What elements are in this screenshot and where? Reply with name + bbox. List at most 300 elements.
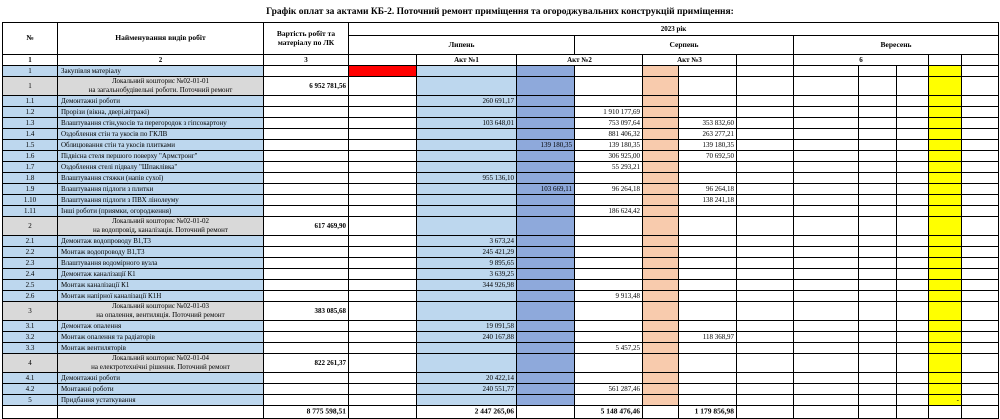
amount: 96 264,18 xyxy=(612,184,640,193)
work-name: Демонтажні роботи xyxy=(58,373,264,384)
pre-act1-cell xyxy=(349,184,417,195)
act3-value-cell xyxy=(679,217,737,236)
work-row xyxy=(3,173,999,184)
empty-cell xyxy=(794,217,859,236)
empty-cell xyxy=(859,302,897,321)
yellow-band-cell xyxy=(929,373,962,384)
cost-value-cell xyxy=(264,269,349,280)
blue-band-cell xyxy=(517,395,575,406)
pre-act1-cell xyxy=(349,140,417,151)
yellow-band-cell xyxy=(929,395,962,406)
blue-band-cell xyxy=(517,321,575,332)
empty-cell xyxy=(794,332,859,343)
work-name: Монтаж вентиляторів xyxy=(58,343,264,354)
pre-act1-cell xyxy=(349,247,417,258)
row-number: 3.3 xyxy=(3,343,58,354)
orange-band-cell xyxy=(643,151,679,162)
act3-header: Акт №3 xyxy=(643,55,737,66)
orange-band-cell xyxy=(643,206,679,217)
pre-act1-cell xyxy=(349,291,417,302)
orange-band-cell xyxy=(643,247,679,258)
amount: 9 895,65 xyxy=(489,258,514,267)
estimate-section-row xyxy=(3,217,999,236)
amount: 3 673,24 xyxy=(489,236,514,245)
empty-cell xyxy=(859,354,897,373)
orange-band-cell xyxy=(643,173,679,184)
orange-band-cell xyxy=(643,354,679,373)
empty-cell xyxy=(737,206,794,217)
amount: 70 692,50 xyxy=(706,151,734,160)
empty-cell xyxy=(794,173,859,184)
empty-cell xyxy=(737,77,794,96)
empty-cell xyxy=(897,66,929,77)
work-name: Демонтажні роботи xyxy=(58,96,264,107)
act3-value-cell xyxy=(679,321,737,332)
amount: 344 926,98 xyxy=(482,280,514,289)
act1-header: Акт №1 xyxy=(417,55,517,66)
row-number: 2 xyxy=(3,217,58,236)
empty-cell xyxy=(962,343,999,354)
row-number: 2.5 xyxy=(3,280,58,291)
empty-cell xyxy=(859,173,897,184)
act2-value-cell xyxy=(575,129,643,140)
pre-act1-cell xyxy=(349,195,417,206)
empty-cell xyxy=(897,291,929,302)
amount: 383 085,68 xyxy=(314,306,346,315)
empty-cell xyxy=(897,236,929,247)
empty-cell xyxy=(794,406,859,419)
yellow-band-cell xyxy=(929,173,962,184)
empty-cell xyxy=(962,162,999,173)
amount: - xyxy=(956,395,959,404)
empty-cell xyxy=(859,162,897,173)
empty-cell xyxy=(962,206,999,217)
total-cost: 8 775 598,51 xyxy=(306,406,346,416)
act1-value-cell xyxy=(417,247,517,258)
orange-band-cell xyxy=(643,217,679,236)
work-name: Локальний кошторис №02-01-03 на опалення, вентиляція. Поточний ремонт xyxy=(58,302,264,321)
act2-value-cell xyxy=(575,247,643,258)
empty-cell xyxy=(962,406,999,419)
empty-cell xyxy=(962,280,999,291)
work-name: Демонтаж опалення xyxy=(58,321,264,332)
col-header-num: № xyxy=(3,23,58,55)
amount: 186 624,42 xyxy=(608,206,640,215)
blue-band-cell xyxy=(517,151,575,162)
totals-row xyxy=(3,406,999,419)
col-header-cost: Вартість робіт та матеріалу по ЛК xyxy=(264,23,349,55)
work-name: Влаштування стяжки (напів сухої) xyxy=(58,173,264,184)
cost-value-cell xyxy=(264,217,349,236)
work-row xyxy=(3,343,999,354)
empty-cell xyxy=(962,395,999,406)
work-row xyxy=(3,373,999,384)
empty-cell xyxy=(897,217,929,236)
month-september: Вересень xyxy=(794,36,999,55)
work-row xyxy=(3,269,999,280)
work-name: Монтаж опалення та радіаторів xyxy=(58,332,264,343)
empty-cell xyxy=(897,373,929,384)
blue-band-cell xyxy=(517,184,575,195)
empty-cell xyxy=(794,77,859,96)
empty-cell xyxy=(794,162,859,173)
act2-value-cell xyxy=(575,184,643,195)
empty-cell xyxy=(962,77,999,96)
cost-value-cell xyxy=(264,258,349,269)
empty-cell xyxy=(794,302,859,321)
work-row xyxy=(3,129,999,140)
row-number: 1.7 xyxy=(3,162,58,173)
row-number: 4.2 xyxy=(3,384,58,395)
act3-value-cell xyxy=(679,258,737,269)
work-name: Придбання устаткування xyxy=(58,395,264,406)
pre-act1-cell xyxy=(349,373,417,384)
empty-cell xyxy=(859,66,897,77)
row-number: 1.11 xyxy=(3,206,58,217)
month-july: Липень xyxy=(349,36,575,55)
empty-cell xyxy=(962,373,999,384)
empty-cell xyxy=(859,107,897,118)
orange-band-cell xyxy=(643,184,679,195)
amount: 138 241,18 xyxy=(702,195,734,204)
act2-value-cell xyxy=(575,343,643,354)
row-number: 4.1 xyxy=(3,373,58,384)
yellow-band-cell xyxy=(929,162,962,173)
empty-cell xyxy=(962,332,999,343)
amount: 753 097,64 xyxy=(608,118,640,127)
empty-cell xyxy=(794,247,859,258)
amount: 20 422,14 xyxy=(486,373,514,382)
empty-cell xyxy=(859,184,897,195)
sheet-title: Графік оплат за актами КБ-2. Поточний ремонт приміщення та огороджувальних конструкцій приміщення: xyxy=(266,7,734,17)
work-row xyxy=(3,107,999,118)
blue-band-cell xyxy=(517,107,575,118)
orange-band-cell xyxy=(643,373,679,384)
empty-cell xyxy=(794,96,859,107)
estimate-section-row xyxy=(3,302,999,321)
work-name: Влаштування підлоги з плитки xyxy=(58,184,264,195)
yellow-band-cell xyxy=(929,151,962,162)
act2-header: Акт №2 xyxy=(517,55,643,66)
orange-band-cell xyxy=(643,395,679,406)
act2-value-cell xyxy=(575,395,643,406)
act2-value-cell xyxy=(575,384,643,395)
yellow-band-cell xyxy=(929,332,962,343)
empty-cell xyxy=(643,406,679,419)
row-number: 1.9 xyxy=(3,184,58,195)
act3-value-cell xyxy=(679,77,737,96)
amount: 139 180,35 xyxy=(540,140,572,149)
act1-value-cell xyxy=(417,184,517,195)
act3-value-cell xyxy=(679,395,737,406)
amount: 306 925,00 xyxy=(608,151,640,160)
act2-value-cell xyxy=(575,118,643,129)
cost-value-cell xyxy=(264,384,349,395)
amount: 5 457,25 xyxy=(615,343,640,352)
work-row xyxy=(3,184,999,195)
act3-value-cell xyxy=(679,151,737,162)
amount: 103 669,11 xyxy=(540,184,572,193)
cost-value-cell xyxy=(264,140,349,151)
empty-cell xyxy=(737,129,794,140)
orange-band-cell xyxy=(643,140,679,151)
empty-cell xyxy=(859,291,897,302)
empty-cell xyxy=(859,247,897,258)
blue-band-cell xyxy=(517,280,575,291)
act1-value-cell xyxy=(417,140,517,151)
blue-band-cell xyxy=(517,129,575,140)
empty-cell xyxy=(962,118,999,129)
empty-cell xyxy=(737,184,794,195)
amount: 822 261,37 xyxy=(314,358,346,367)
act2-value-cell xyxy=(575,195,643,206)
cost-value-cell xyxy=(264,206,349,217)
act1-value-cell xyxy=(417,236,517,247)
work-row xyxy=(3,291,999,302)
row-number: 1.8 xyxy=(3,173,58,184)
empty-cell xyxy=(897,406,929,419)
work-row xyxy=(3,280,999,291)
work-row xyxy=(3,384,999,395)
col-header-name: Найменування видів робіт xyxy=(58,23,264,55)
act2-value-cell xyxy=(575,236,643,247)
act1-value-cell xyxy=(417,384,517,395)
empty-cell xyxy=(962,173,999,184)
work-name: Підвісна стеля першого поверху "Армстронг" xyxy=(58,151,264,162)
payment-schedule-table xyxy=(2,22,999,419)
act1-value-cell xyxy=(417,258,517,269)
empty-header xyxy=(737,55,794,66)
empty-cell xyxy=(897,258,929,269)
empty-cell xyxy=(962,217,999,236)
empty-cell xyxy=(794,321,859,332)
blue-band-cell xyxy=(517,162,575,173)
empty-cell xyxy=(897,280,929,291)
empty-cell xyxy=(897,77,929,96)
empty-cell xyxy=(859,395,897,406)
act2-value-cell xyxy=(575,66,643,77)
amount: 245 421,29 xyxy=(482,247,514,256)
empty-cell xyxy=(897,247,929,258)
empty-cell xyxy=(962,66,999,77)
pre-act1-cell xyxy=(349,269,417,280)
row-number: 4 xyxy=(3,354,58,373)
yellow-band-cell xyxy=(929,269,962,280)
empty-cell xyxy=(962,236,999,247)
empty-cell xyxy=(737,354,794,373)
cost-value-cell xyxy=(264,77,349,96)
empty-cell xyxy=(737,151,794,162)
empty-cell xyxy=(962,96,999,107)
act3-value-cell xyxy=(679,173,737,184)
blue-band-cell xyxy=(517,77,575,96)
amount: 139 180,35 xyxy=(702,140,734,149)
empty-cell xyxy=(859,343,897,354)
empty-header xyxy=(962,55,999,66)
work-name: Оздоблення стін та укосів по ГКЛВ xyxy=(58,129,264,140)
amount: 240 167,88 xyxy=(482,332,514,341)
row-number: 2.2 xyxy=(3,247,58,258)
amount: 103 648,01 xyxy=(482,118,514,127)
pre-act1-cell xyxy=(349,384,417,395)
empty-cell xyxy=(737,302,794,321)
empty-cell xyxy=(794,118,859,129)
row-number: 1 xyxy=(3,66,58,77)
act3-value-cell xyxy=(679,236,737,247)
empty-cell xyxy=(897,107,929,118)
act1-value-cell xyxy=(417,373,517,384)
yellow-band-cell xyxy=(929,321,962,332)
colnum-2: 2 xyxy=(58,55,264,66)
yellow-band-cell xyxy=(929,258,962,269)
act3-value-cell xyxy=(679,291,737,302)
empty-cell xyxy=(794,195,859,206)
empty-cell xyxy=(737,195,794,206)
empty-cell xyxy=(859,195,897,206)
cost-value-cell xyxy=(264,332,349,343)
row-number: 1.4 xyxy=(3,129,58,140)
empty-cell xyxy=(897,162,929,173)
pre-act1-cell xyxy=(349,118,417,129)
total-act1-cell xyxy=(417,406,517,419)
act3-value-cell xyxy=(679,129,737,140)
yellow-band-cell xyxy=(929,384,962,395)
empty-cell xyxy=(962,291,999,302)
act2-value-cell xyxy=(575,373,643,384)
empty-cell xyxy=(737,96,794,107)
amount: 3 639,25 xyxy=(489,269,514,278)
yellow-band-cell xyxy=(929,247,962,258)
orange-band-cell xyxy=(643,77,679,96)
empty-cell xyxy=(737,247,794,258)
work-row xyxy=(3,118,999,129)
empty-cell xyxy=(737,258,794,269)
empty-cell xyxy=(859,406,897,419)
act3-value-cell xyxy=(679,118,737,129)
row-number: 3 xyxy=(3,302,58,321)
act1-value-cell xyxy=(417,107,517,118)
orange-band-cell xyxy=(643,162,679,173)
orange-band-cell xyxy=(643,96,679,107)
act2-value-cell xyxy=(575,302,643,321)
work-name: Демонтаж водопроводу В1,Т3 xyxy=(58,236,264,247)
yellow-band-cell xyxy=(929,140,962,151)
work-name: Монтажні роботи xyxy=(58,384,264,395)
cost-value-cell xyxy=(264,236,349,247)
orange-band-cell xyxy=(643,195,679,206)
cost-value-cell xyxy=(264,129,349,140)
empty-cell xyxy=(897,206,929,217)
month-august: Серпень xyxy=(575,36,794,55)
empty-cell xyxy=(794,343,859,354)
empty-cell xyxy=(794,291,859,302)
work-row xyxy=(3,236,999,247)
act2-value-cell xyxy=(575,162,643,173)
act1-value-cell xyxy=(417,343,517,354)
total-cost-cell xyxy=(264,406,349,419)
act3-value-cell xyxy=(679,195,737,206)
amount: 263 277,21 xyxy=(702,129,734,138)
row-number: 3.1 xyxy=(3,321,58,332)
act2-value-cell xyxy=(575,258,643,269)
pre-act1-cell xyxy=(349,332,417,343)
act3-value-cell xyxy=(679,373,737,384)
cost-value-cell xyxy=(264,195,349,206)
empty-cell xyxy=(794,395,859,406)
row-number: 1.10 xyxy=(3,195,58,206)
empty-cell xyxy=(737,269,794,280)
act3-value-cell xyxy=(679,162,737,173)
orange-band-cell xyxy=(643,236,679,247)
empty-cell xyxy=(897,129,929,140)
row-number: 1.3 xyxy=(3,118,58,129)
work-name: Інші роботи (приямки, огородження) xyxy=(58,206,264,217)
empty-cell xyxy=(962,184,999,195)
yellow-band-cell xyxy=(929,118,962,129)
empty-cell xyxy=(737,173,794,184)
empty-cell xyxy=(929,406,962,419)
act1-value-cell xyxy=(417,66,517,77)
empty-cell xyxy=(897,384,929,395)
pre-act1-cell xyxy=(349,302,417,321)
work-name: Прорізи (вікна, двері,вітражі) xyxy=(58,107,264,118)
act1-value-cell xyxy=(417,118,517,129)
material-marker-cell xyxy=(349,66,417,77)
empty-cell xyxy=(897,184,929,195)
empty-cell xyxy=(859,269,897,280)
work-name: Закупівля матеріалу xyxy=(58,66,264,77)
total-act3: 1 179 856,98 xyxy=(694,406,734,416)
yellow-band-cell xyxy=(929,343,962,354)
act1-value-cell xyxy=(417,173,517,184)
act2-value-cell xyxy=(575,269,643,280)
work-row xyxy=(3,140,999,151)
empty-cell xyxy=(737,66,794,77)
blue-band-cell xyxy=(517,384,575,395)
empty-cell xyxy=(962,302,999,321)
header-row-numbering xyxy=(3,55,999,66)
act3-value-cell xyxy=(679,247,737,258)
yellow-band-cell xyxy=(929,184,962,195)
orange-band-cell xyxy=(643,280,679,291)
empty-cell xyxy=(897,118,929,129)
amount: 561 287,46 xyxy=(608,384,640,393)
yellow-band-cell xyxy=(929,195,962,206)
work-name: Оздоблення стелі підвалу "Шпаклівка" xyxy=(58,162,264,173)
pre-act1-cell xyxy=(349,236,417,247)
yellow-band-cell xyxy=(929,354,962,373)
act1-value-cell xyxy=(417,162,517,173)
yellow-band-cell xyxy=(929,206,962,217)
blue-band-cell xyxy=(517,247,575,258)
cost-value-cell xyxy=(264,291,349,302)
work-row xyxy=(3,206,999,217)
empty-cell xyxy=(962,151,999,162)
empty-cell xyxy=(962,384,999,395)
empty-cell xyxy=(737,321,794,332)
pre-act1-cell xyxy=(349,107,417,118)
amount: 19 091,58 xyxy=(486,321,514,330)
act3-value-cell xyxy=(679,140,737,151)
empty-cell xyxy=(859,321,897,332)
pre-act1-cell xyxy=(349,129,417,140)
cost-value-cell xyxy=(264,118,349,129)
amount: 240 551,77 xyxy=(482,384,514,393)
work-row xyxy=(3,395,999,406)
act1-value-cell xyxy=(417,321,517,332)
work-name: Монтаж водопроводу В1,Т3 xyxy=(58,247,264,258)
amount: 260 691,17 xyxy=(482,96,514,105)
